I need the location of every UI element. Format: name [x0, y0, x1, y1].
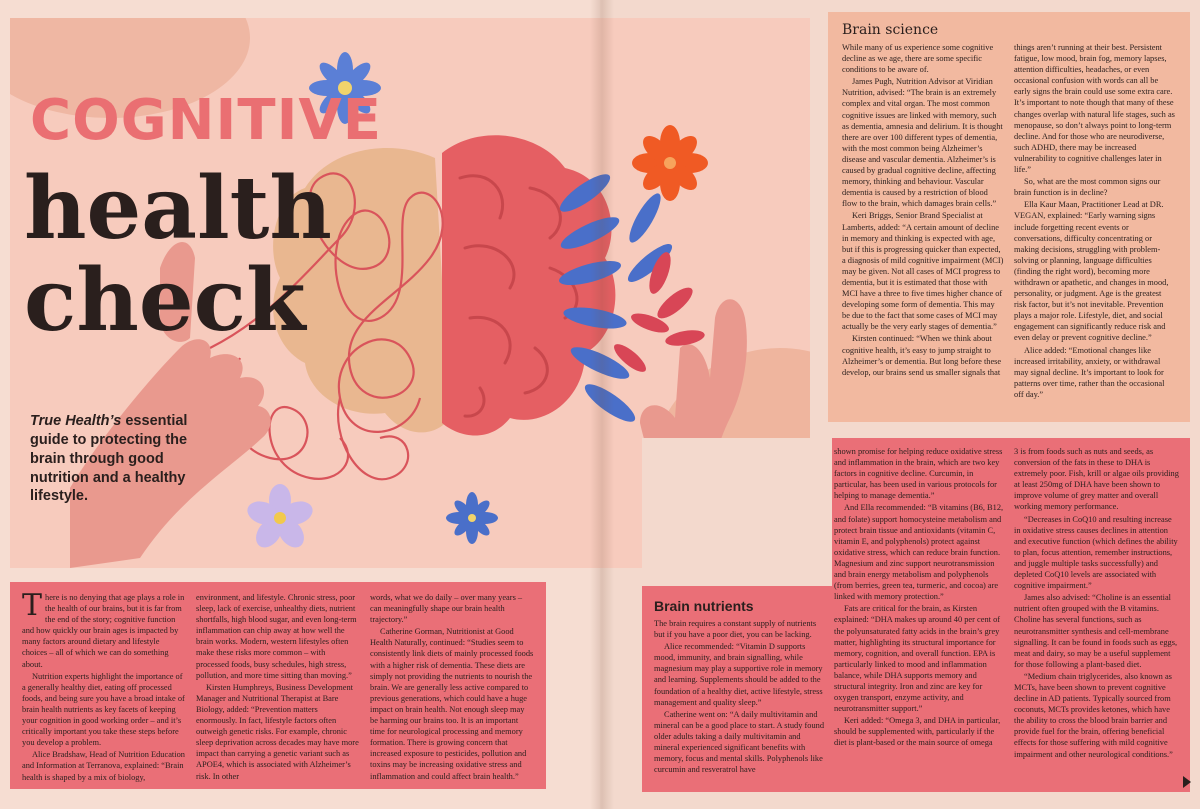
paragraph: James Pugh, Nutrition Advisor at Viridian Nutrition, advised: “The brain is an extremely complex and vital organ. The most common cognitive issues are linked with memory, such as dementia, amnesia and delirium. It is thought there are over 100 different types of dementia, with the most common being Alzheimer’s disease and vascular dementia. Alzheimer’s is caused by gradual cognitive decline, affecting memory, thinking and behaviour. Vascular dementia is caused by a restriction of blood flow to the brain, which damages brain cells.” — [842, 77, 1003, 209]
paragraph: words, what we do daily – over many years – can meaningfully shape our brain health trajectory.” — [370, 593, 523, 625]
brain-science-heading: Brain science — [842, 22, 939, 38]
paragraph: 3 is from foods such as nuts and seeds, as conversion of the fats in these to DHA is extremely poor. Fish, krill or algae oils providing at least 250mg of DHA have been shown to improve volume of grey matter and overall working memory performance. — [1014, 447, 1179, 512]
paragraph: “Decreases in CoQ10 and resulting increase in oxidative stress causes declines in attention and executive function (which defines the ability to plan, focus attention, remember instructions, and juggle multiple tasks successfully) and depleted CoQ10 levels are associated with cognitive impairment.” — [1014, 514, 1178, 591]
title-health: health — [24, 158, 332, 259]
drop-cap: T — [22, 592, 43, 623]
brain-nutrients-heading: Brain nutrients — [654, 598, 754, 614]
paragraph — [22, 592, 186, 670]
paragraph: things aren’t running at their best. Persistent fatigue, low mood, brain fog, memory lapses, attention difficulties, headaches, or even occasional confusion with words can all be early signs the brain could use some extra care. It’s important to note though that many of these changes overlap with natural life stages, such as menopause, so don’t always point to long-term decline. And for those who are neurodiverse, such ADHD, there may be increased vulnerability to cognitive challenges later in life.” — [1014, 43, 1175, 175]
brain-science-col-1 — [842, 42, 1004, 412]
paragraph: Ella Kaur Maan, Practitioner Lead at DR. VEGAN, explained: “Early warning signs include forgetting recent events or conversations, difficulty concentrating or making decisions, struggling with problem-solving or planning, language difficulties (finding the right word), becoming more withdrawn or apathetic, and changes in mood, personality, or judgment. Age is the greatest risk factor, but it’s not inevitable. Prevention plays a major role. Lifestyle, diet, and social engagement can significantly reduce risk and even delay or prevent cognitive decline.” — [1014, 200, 1169, 343]
paragraph: Kirsten Humphreys, Business Development Manager and Nutritional Therapist at Bare Biology, added: “Prevention matters enormously. In fact, lifestyle factors often outweigh genetic risks. For example, chronic sleep deprivation across decades may have more impact than carrying a genetic variant such as APOE4, which is associated with Alzheimer’s risk. In other — [196, 682, 359, 781]
orange-flower — [632, 125, 708, 201]
lilac-flower — [244, 484, 315, 552]
nutrients-col-2 — [834, 446, 1006, 750]
nutrients-col-3 — [1014, 446, 1180, 761]
paragraph: Nutrition experts highlight the importance of a generally healthy diet, eating off processed foods, and being sure you have a broad intake of brain health nutrients as key facets of keeping your cognition in good working order – and it’s critically important you take these steps before you develop a problem. — [22, 671, 185, 748]
paragraph: environment, and lifestyle. Chronic stress, poor sleep, lack of exercise, unhealthy diets, nutrient shortfalls, high blood sugar, and even long-term inflammation can chip away at how well the brain works. Modern, western lifestyles often make these risks more common – with processed foods, busy schedules, high stress, pollution, and more time sitting than moving.” — [196, 593, 357, 680]
paragraph: While many of us experience some cognitive decline as we age, there are some specific conditions to be aware of. — [842, 43, 994, 75]
subtitle-text: essential guide to protecting the brain through good nutrition and a healthy lifestyle. — [30, 413, 188, 505]
paragraph: So, what are the most common signs our brain function is in decline? — [1014, 177, 1161, 198]
nutrients-col-1 — [654, 598, 826, 776]
paragraph: Keri added: “Omega 3, and DHA in particular, should be supplemented with, particularly if the diet is plant-based or the main source of omega — [834, 716, 1001, 748]
intro-col-2 — [196, 592, 360, 782]
paragraph: Catherine went on: “A daily multivitamin and mineral can be a good place to start. A study found older adults taking a daily multivitamin and mineral experienced significant benefits with memory, focus and mental skills. Polyphenols like curcumin and resveratrol have — [654, 709, 825, 775]
brain-science-panel — [828, 12, 1190, 422]
page-background-notch — [642, 438, 832, 586]
paragraph: Fats are critical for the brain, as Kirsten explained: “DHA makes up around 40 per cent of the polyunsaturated fatty acids in the brain’s grey matter, highlighting its structural importance for memory, cognition, and overall function. EPA is particularly linked to mood and inflammation balance, while DHA supports memory and structural integrity. Iron and zinc are key for oxygen transport, enzyme activity, and neurotransmitter support.” — [834, 604, 1001, 714]
intro-col-3 — [370, 592, 534, 782]
paragraph: Catherine Gorman, Nutritionist at Good Health Naturally, continued: “Studies seem to consistently link diets of mainly processed foods with a higher risk of dementia. These diets are simply not providing the nutrients to nourish the brain. We are generally less active compared to previous generations, which could have a huge impact on brain health. Not enough sleep may be harming our brains too. It is an important time for neurological processing and memory formation. There is growing concern that increased exposure to pesticides, pollution and toxins may be increasing oxidative stress and inflammation and could affect brain health.” — [370, 627, 534, 781]
book-spine — [590, 0, 614, 809]
cover-subtitle — [30, 412, 215, 506]
brain-science-col-2 — [1014, 42, 1176, 412]
intro-col-1 — [22, 592, 186, 782]
lead-text: here is no denying that age plays a role in the health of our brains, but it is far from the end of the story; cognitive function and how quickly our brain ages is impacted by many factors around dietary and lifestyle choices – all of which we can do something about. — [22, 593, 185, 669]
paragraph: The brain requires a constant supply of nutrients but if you have a poor diet, you can be lacking. — [654, 619, 817, 640]
paragraph: Kirsten continued: “When we think about cognitive health, it’s easy to jump straight to Alzheimer’s or dementia. But long before these develop, our brains send us smaller signals that — [842, 334, 1002, 377]
paragraph: “Medium chain triglycerides, also known as MCTs, have been shown to prevent cognitive decline in AD patients. Typically sourced from coconuts, MCTs provides ketones, which have the ability to cross the blood brain barrier and provide fuel for the brain, offering beneficial effects for those suffering with mild cognitive impairment and other neurological conditions.” — [1014, 671, 1173, 759]
paragraph: Keri Briggs, Senior Brand Specialist at Lamberts, added: “A certain amount of decline in memory and thinking is expected with age, but if this is progressing quicker than expected, a diagnosis of mild cognitive impairment (MCI) may be given. Not all cases of MCI progress to dementia, but it is estimated that those with MCI have a three to five times higher chance of developing some form of dementia. This may be due to the fact that some cases of MCI may actually be the very early stages of dementia.” — [842, 211, 1004, 332]
subtitle-brand: True Health’s — [30, 413, 122, 429]
paragraph: Alice added: “Emotional changes like increased irritability, anxiety, or withdrawal may signal decline. It’s important to look for patterns over time, rather than the occasional off day.” — [1014, 345, 1165, 399]
page-turn-arrow[interactable] — [1183, 776, 1191, 788]
paragraph: Alice recommended: “Vitamin D supports mood, immunity, and brain signalling, while magnesium may play a supportive role in memory and learning. Supplements should be added to the foundation of a healthy diet, active lifestyle, stress management and quality sleep.” — [654, 642, 823, 707]
title-check: check — [24, 250, 306, 351]
paragraph: Alice Bradshaw, Head of Nutrition Education and Information at Terranova, explained: “Brain health is shaped by a mix of biology, — [22, 750, 185, 782]
paragraph: shown promise for helping reduce oxidative stress and inflammation in the brain, which are two key factors in cognitive decline. Curcumin, in particular, has been used in various protocols for helping to manage dementia.” — [834, 447, 1003, 501]
title-cognitive: COGNITIVE — [30, 88, 382, 153]
paragraph: James also advised: “Choline is an essential nutrient often grouped with the B vitamins. Choline has several functions, such as neurotransmitter synthesis and cell-membrane signalling. It can be found in foods such as eggs, meat and dairy, so may be a useful supplement for those following a plant-based diet. — [1014, 593, 1178, 669]
intro-article — [10, 582, 546, 789]
paragraph: And Ella recommended: “B vitamins (B6, B12, and folate) support homocysteine metabolism and protect brain tissue and antioxidants (vitamin C, vitamin E, and polyphenols) protect against oxidative stress, which can reduce brain function. Magnesium and zinc support neurotransmission and brain energy metabolism and polyphenols (from berries, green tea, turmeric, and cocoa) are linked with memory protection.” — [834, 503, 1004, 602]
blue-flower-bottom — [446, 492, 498, 544]
